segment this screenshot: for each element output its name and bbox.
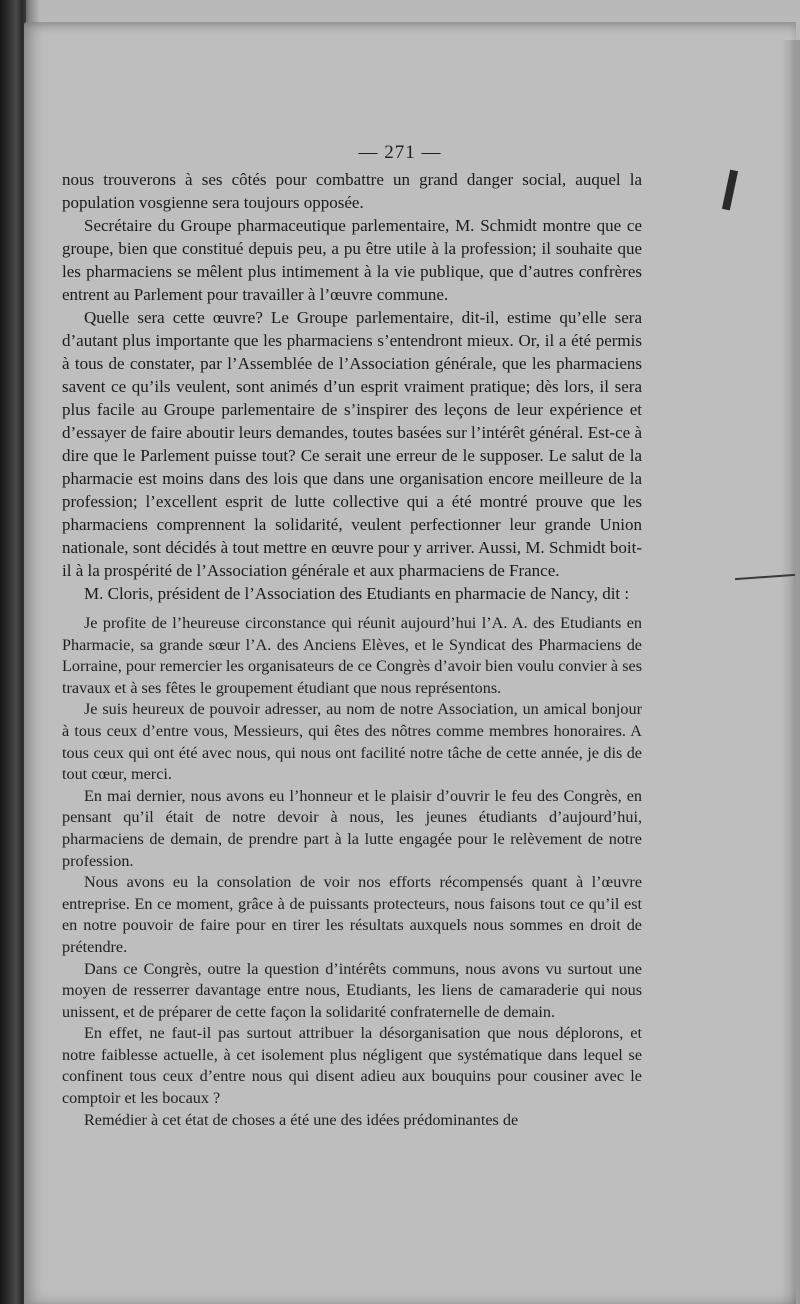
page-number: — 271 — (358, 142, 442, 163)
quote-paragraph: Nous avons eu la consolation de voir nos efforts récompensés quant à l’œuvre entreprise. En ce moment, grâce à de puissants protecteurs, nous faisons tout ce qu’il est en notre pouvoir de faire pour en tirer les résultats auxquels nous sommes en droit de prétendre. (62, 873, 642, 956)
section-gap (62, 605, 642, 613)
page-edge-shadow (780, 40, 800, 1304)
quote-paragraph: En effet, ne faut-il pas surtout attribuer la désorganisation que nous déplorons, et notre faiblesse actuelle, à cet isolement plus négligent que systématique dans lequel se confinent tous ceux d’entre nous qui disent adieu aux bouquins pour cousiner avec le comptoir et les bocaux ? (62, 1024, 642, 1108)
paragraph: nous trouverons à ses côtés pour combattre un grand danger social, auquel la population vosgienne sera toujours opposée. (62, 170, 642, 212)
paragraph: M. Cloris, président de l’Association des Etudiants en pharmacie de Nancy, dit : (84, 584, 630, 603)
page-text (62, 168, 642, 1131)
quoted-speech (62, 613, 642, 1131)
quote-paragraph: Je profite de l’heureuse circonstance qui réunit aujourd’hui l’A. A. des Etudiants en Pharmacie, sa grande sœur l’A. des Anciens Elèves, et le Syndicat des Pharmaciens de Lorraine, pour remercier les organisateurs de ce Congrès d’avoir bien voulu convier à ses travaux et à ses fêtes le groupement étudiant que nous représentons. (62, 614, 642, 697)
paragraph: Secrétaire du Groupe pharmaceutique parlementaire, M. Schmidt montre que ce groupe, bien que constitué depuis peu, a pu être utile à la profession; il souhaite que les pharmaciens se mêlent plus intimement à la vie publique, que d’autres confrères entrent au Parlement pour travailler à l’œuvre commune. (62, 216, 642, 304)
quote-paragraph: Remédier à cet état de choses a été une des idées prédominantes de (84, 1110, 519, 1129)
quote-paragraph: En mai dernier, nous avons eu l’honneur et le plaisir d’ouvrir le feu des Congrès, en pensant qu’il était de notre devoir à nous, les jeunes étudiants d’aujourd’hui, pharmaciens de demain, de prendre part à la lutte engagée pour le relèvement de notre profession. (62, 786, 642, 870)
book-binding-edge (0, 0, 26, 1304)
quote-paragraph: Dans ce Congrès, outre la question d’intérêts communs, nous avons vu surtout une moyen de resserrer davantage entre nous, Etudiants, les liens de camaraderie qui nous unissent, et de préparer de cette façon la solidarité confraternelle de demain. (62, 959, 642, 1021)
paragraph: Quelle sera cette œuvre? Le Groupe parlementaire, dit-il, estime qu’elle sera d’autant plus importante que les pharmaciens s’entendront mieux. Or, il a été permis à tous de constater, par l’Assemblée de l’Association générale, que les pharmaciens savent ce qu’ils veulent, sont animés d’un esprit vraiment pratique; dès lors, il sera plus facile au Groupe parlementaire de s’inspirer des leçons de leur expérience et d’essayer de faire aboutir leurs demandes, toutes basées sur l’intérêt général. Est-ce à dire que le Parlement puisse tout? Ce serait une erreur de le supposer. Le salut de la pharmacie est moins dans des lois que dans une organisation encore meilleure de la profession; l’excellent esprit de lutte collective qui a été montré prouve que les pharmaciens comprennent la solidarité, veulent perfectionner leur grande Union nationale, sont décidés à tout mettre en œuvre pour y arriver. Aussi, M. Schmidt boit-il à la prospérité de l’Association générale et aux pharmaciens de France. (62, 308, 642, 580)
quote-paragraph: Je suis heureux de pouvoir adresser, au nom de notre Association, un amical bonjour à tous ceux d’entre vous, Messieurs, qui êtes des nôtres comme membres honoraires. A tous ceux qui ont été avec nous, qui nous ont facilité notre tâche de cette année, je dis de tout cœur, merci. (62, 700, 642, 784)
